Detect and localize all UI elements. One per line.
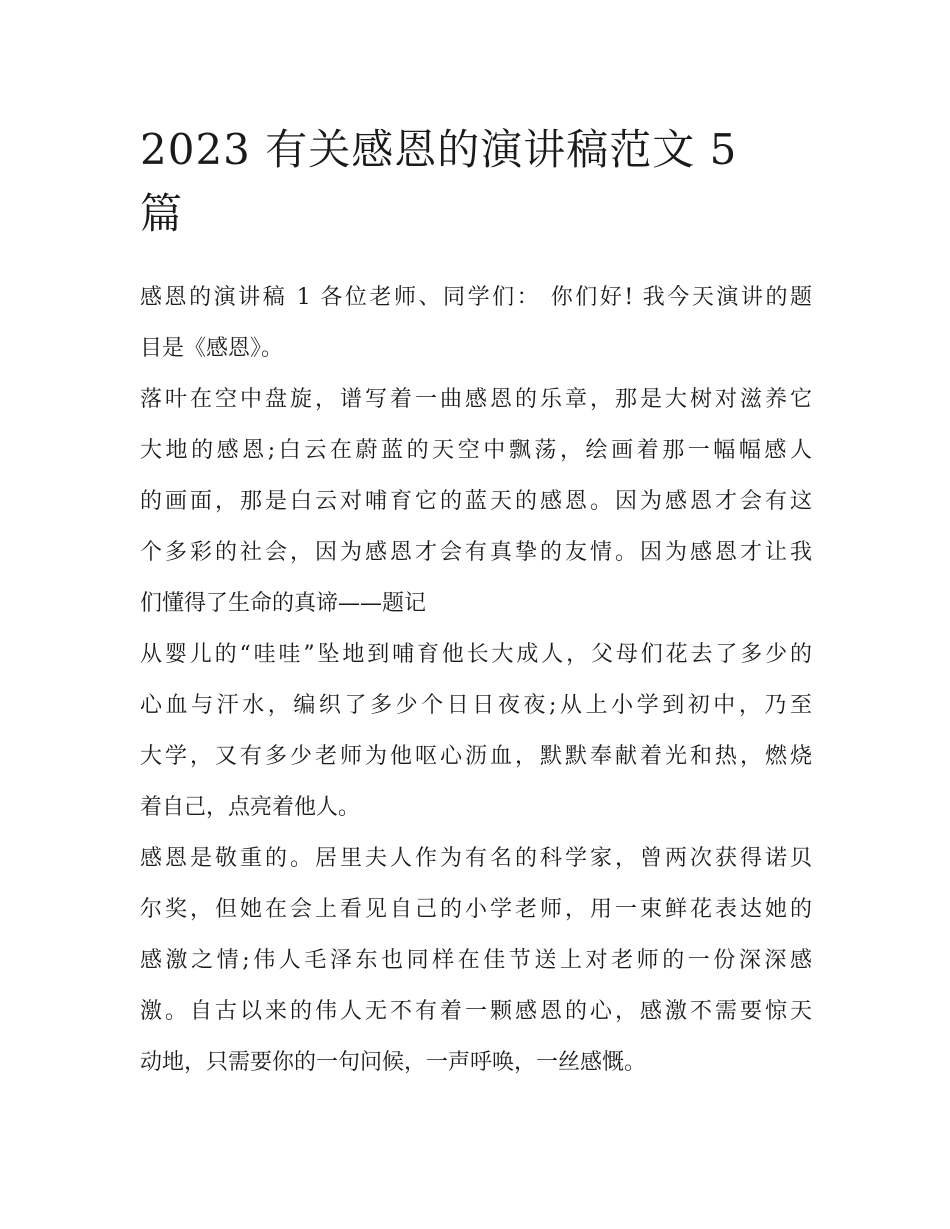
paragraph-line: 激。自古以来的伟人无不有着一颗感恩的心，感激不需要惊天 (140, 999, 812, 1024)
document-title-line: 2023 有关感恩的演讲稿范文 5 (140, 125, 738, 174)
paragraph-line: 尔奖，但她在会上看见自己的小学老师，用一束鲜花表达她的 (140, 897, 812, 922)
paragraph-line: 们懂得了生命的真谛——题记 (140, 591, 427, 616)
document-title-line: 篇 (140, 189, 184, 238)
paragraph-line: 感恩是敬重的。居里夫人作为有名的科学家，曾两次获得诺贝 (140, 846, 812, 871)
paragraph-line: 动地，只需要你的一句问候，一声呼唤，一丝感慨。 (140, 1050, 647, 1075)
paragraph-line: 着自己，点亮着他人。 (140, 795, 361, 820)
paragraph (140, 374, 812, 629)
paragraph-line: 大学，又有多少老师为他呕心沥血，默默奉献着光和热，燃烧 (140, 744, 812, 769)
paragraph-line: 大地的感恩;白云在蔚蓝的天空中飘荡，绘画着那一幅幅感人 (140, 438, 812, 463)
document-body (140, 272, 812, 1088)
paragraph (140, 833, 812, 1088)
paragraph-line: 的画面，那是白云对哺育它的蓝天的感恩。因为感恩才会有这 (140, 489, 812, 514)
paragraph-line: 心血与汗水，编织了多少个日日夜夜;从上小学到初中，乃至 (140, 693, 812, 718)
paragraph (140, 629, 812, 833)
paragraph-line: 个多彩的社会，因为感恩才会有真挚的友情。因为感恩才让我 (140, 540, 812, 565)
paragraph-line: 落叶在空中盘旋，谱写着一曲感恩的乐章，那是大树对滋养它 (140, 387, 812, 412)
paragraph-line: 从婴儿的“哇哇”坠地到哺育他长大成人，父母们花去了多少的 (140, 642, 812, 667)
paragraph-line: 感激之情;伟人毛泽东也同样在佳节送上对老师的一份深深感 (140, 948, 812, 973)
paragraph-line: 目是《感恩》。 (140, 336, 284, 361)
paragraph-line: 感恩的演讲稿 1 各位老师、同学们： 你们好! 我今天演讲的题 (140, 285, 812, 310)
document-content (140, 118, 812, 1088)
document-title (140, 118, 800, 246)
paragraph (140, 272, 812, 374)
